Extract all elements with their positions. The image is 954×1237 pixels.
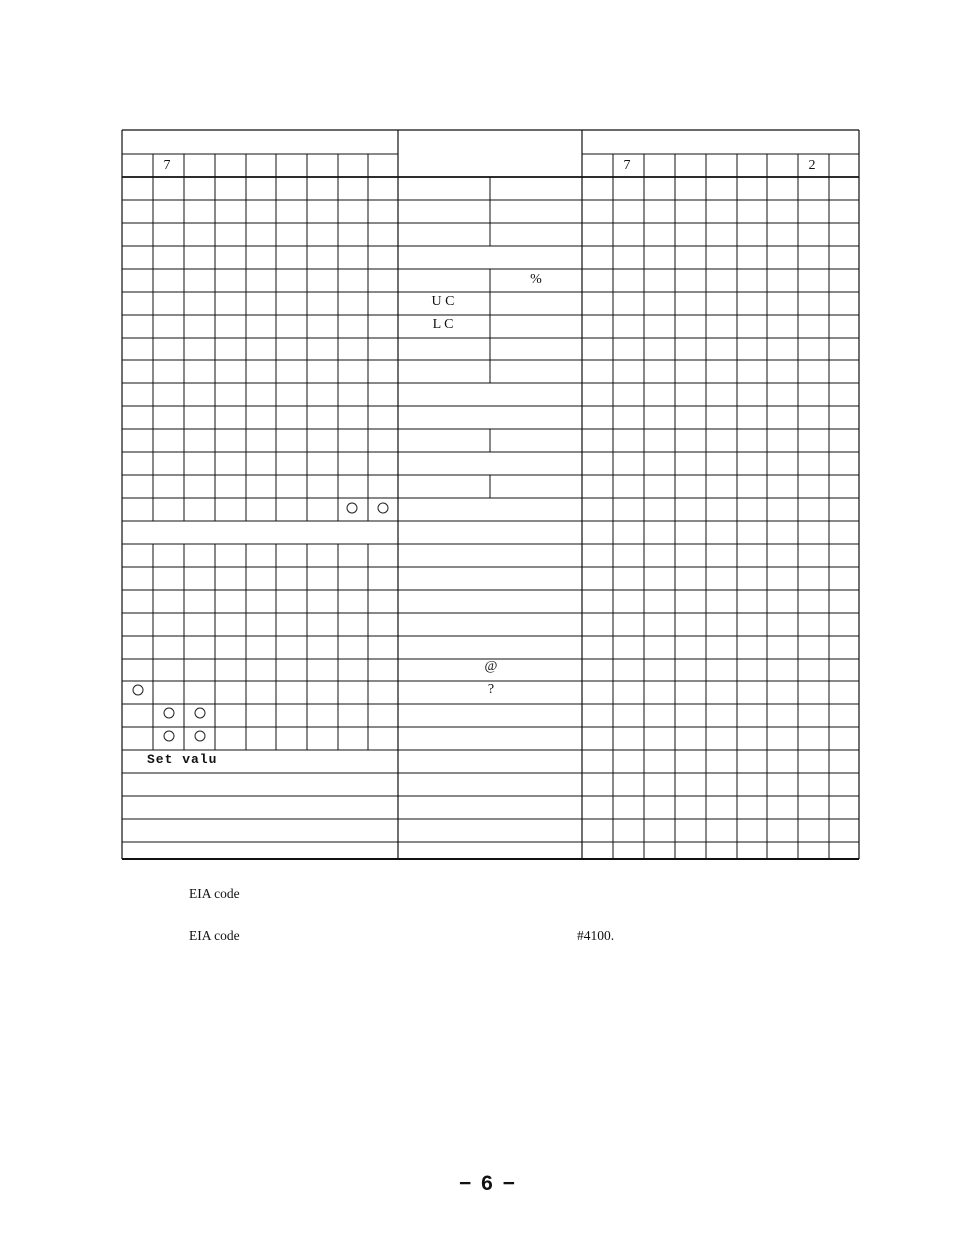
char-uc: U C	[431, 294, 455, 309]
note-reference-number: #4100.	[577, 928, 615, 943]
char-question: ?	[487, 682, 495, 697]
right-hole-label-7: 7	[623, 158, 631, 173]
set-value-label: Set valu	[147, 752, 218, 767]
note-eia-code-2: EIA code	[189, 928, 240, 943]
punch-hole	[133, 685, 144, 696]
punch-hole	[378, 503, 389, 514]
page-number: − 6 −	[459, 1172, 517, 1195]
char-percent: %	[530, 272, 542, 287]
right-hole-label-2: 2	[808, 158, 816, 173]
char-at: @	[484, 659, 498, 674]
punch-hole	[195, 708, 206, 719]
note-eia-code-1: EIA code	[189, 886, 240, 901]
punch-hole	[347, 503, 358, 514]
punch-hole	[164, 731, 175, 742]
punch-hole	[164, 708, 175, 719]
left-hole-label: 7	[163, 158, 171, 173]
punch-hole	[195, 731, 206, 742]
char-lc: L C	[432, 317, 454, 332]
